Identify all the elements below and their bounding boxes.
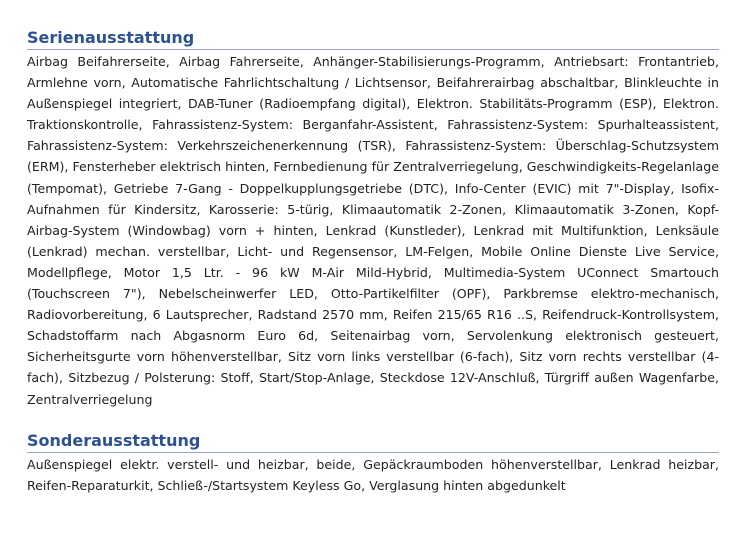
optional-equipment-section (27, 431, 719, 496)
optional-equipment-heading: Sonderausstattung (27, 431, 719, 453)
standard-equipment-heading: Serienausstattung (27, 28, 719, 50)
optional-equipment-text: Außenspiegel elektr. verstell- und heizbar, beide, Gepäckraumboden höhenverstellbar, Lenkrad heizbar, Reifen-Reparaturkit, Schließ-/Startsystem Keyless Go, Verglasung hinten abgedunkelt (27, 456, 719, 493)
standard-equipment-section (27, 28, 719, 410)
equipment-document (27, 28, 719, 496)
standard-equipment-text: Airbag Beifahrerseite, Airbag Fahrerseite, Anhänger-Stabilisierungs-Programm, Antriebsart: Frontantrieb, Armlehne vorn, Automatische Fahrlichtschaltung / Lichtsensor, Beifahrerairbag abschaltbar, Blinkleuchte in Außenspiegel integriert, DAB-Tuner (Radioempfang digital), Elektron. Stabilitäts-Programm (ESP), Elektron. Traktionskontrolle, Fahrassistenz-System: Berganfahr-Assistent, Fahrassistenz-System: Spurhalteassistent, Fahrassistenz-System: Verkehrszeichenerkennung (TSR), Fahrassistenz-System: Überschlag-Schutzsystem (ERM), Fensterheber elektrisch hinten, Fernbedienung für Zentralverriegelung, Geschwindigkeits-Regelanlage (Tempomat), Getriebe 7-Gang - Doppelkupplungsgetriebe (DTC), Info-Center (EVIC) mit 7"-Display, Isofix-Aufnahmen für Kindersitz, Karosserie: 5-türig, Klimaautomatik 2-Zonen, Klimaautomatik 3-Zonen, Kopf-Airbag-System (Windowbag) vorn + hinten, Lenkrad (Kunstleder), Lenkrad mit Multifunktion, Lenksäule (Lenkrad) mechan. verstellbar, Licht- und Regensensor, LM-Felgen, Mobile Online Dienste Live Service, Modellpflege, Motor 1,5 Ltr. - 96 kW M-Air Mild-Hybrid, Multimedia-System UConnect Smartouch (Touchscreen 7"), Nebelscheinwerfer LED, Otto-Partikelfilter (OPF), Parkbremse elektro-mechanisch, Radiovorbereitung, 6 Lautsprecher, Radstand 2570 mm, Reifen 215/65 R16 ..S, Reifendruck-Kontrollsystem, Schadstoffarm nach Abgasnorm Euro 6d, Seitenairbag vorn, Servolenkung elektronisch gesteuert, Sicherheitsgurte vorn höhenverstellbar, Sitz vorn links verstellbar (6-fach), Sitz vorn rechts verstellbar (4-fach), Sitzbezug / Polsterung: Stoff, Start/Stop-Anlage, Steckdose 12V-Anschluß, Türgriff außen Wagenfarbe, Zentralverriegelung (27, 54, 719, 407)
